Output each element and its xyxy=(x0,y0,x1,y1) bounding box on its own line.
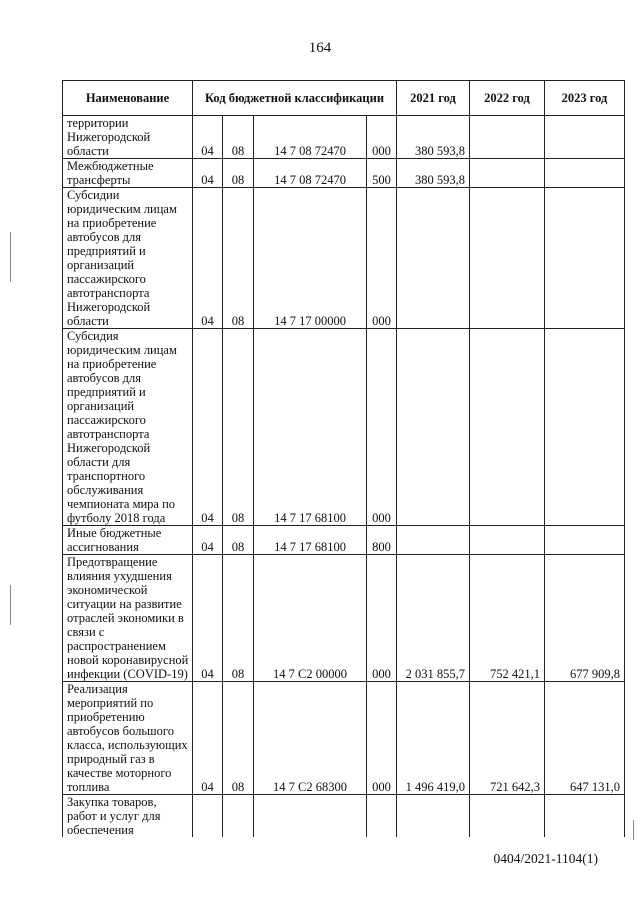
cell-amount-2023 xyxy=(545,795,625,838)
cell-amount-2023 xyxy=(545,526,625,555)
cell-code-subsection: 08 xyxy=(223,159,254,188)
page-number: 164 xyxy=(308,40,332,56)
cell-amount-2023 xyxy=(545,116,625,159)
cell-code-subsection: 08 xyxy=(223,526,254,555)
cell-code-target: 14 7 C2 00000 xyxy=(254,555,367,682)
cell-name: Субсидии юридическим лицам на приобретение автобусов для предприятий и организаций пассажирского автотранспорта Нижегородской области xyxy=(63,188,193,329)
cell-amount-2021 xyxy=(397,526,470,555)
cell-code-subsection: 08 xyxy=(223,329,254,526)
cell-code-expense-type xyxy=(367,795,397,838)
header-code: Код бюджетной классификации xyxy=(193,81,397,116)
table-row xyxy=(63,159,625,188)
table-row xyxy=(63,116,625,159)
cell-code-expense-type: 000 xyxy=(367,682,397,795)
header-name: Наименование xyxy=(63,81,193,116)
cell-amount-2021 xyxy=(397,329,470,526)
cell-name: Предотвращение влияния ухудшения экономической ситуации на развитие отраслей экономики в связи с распространением новой коронавирусной инфекции (COVID-19) xyxy=(63,555,193,682)
cell-name: Иные бюджетные ассигнования xyxy=(63,526,193,555)
cell-code-expense-type: 000 xyxy=(367,329,397,526)
header-2022: 2022 год xyxy=(470,81,545,116)
cell-amount-2022 xyxy=(470,329,545,526)
cell-amount-2023 xyxy=(545,329,625,526)
cell-amount-2022 xyxy=(470,795,545,838)
cell-name: Реализация мероприятий по приобретению автобусов большого класса, использующих природный газ в качестве моторного топлива xyxy=(63,682,193,795)
cell-amount-2021: 2 031 855,7 xyxy=(397,555,470,682)
cell-amount-2021: 1 496 419,0 xyxy=(397,682,470,795)
table-row xyxy=(63,526,625,555)
cell-code-target: 14 7 08 72470 xyxy=(254,159,367,188)
cell-code-target: 14 7 17 68100 xyxy=(254,329,367,526)
cell-amount-2021: 380 593,8 xyxy=(397,159,470,188)
cell-amount-2021 xyxy=(397,188,470,329)
cell-code-target: 14 7 17 68100 xyxy=(254,526,367,555)
cell-amount-2022 xyxy=(470,159,545,188)
cell-code-expense-type: 000 xyxy=(367,116,397,159)
cell-amount-2023 xyxy=(545,188,625,329)
cell-amount-2022 xyxy=(470,188,545,329)
cell-name: территории Нижегородской области xyxy=(63,116,193,159)
scan-mark-left-2 xyxy=(10,585,11,625)
cell-amount-2022 xyxy=(470,116,545,159)
cell-code-target xyxy=(254,795,367,838)
cell-code-expense-type: 000 xyxy=(367,188,397,329)
cell-code-section: 04 xyxy=(193,188,223,329)
cell-code-subsection: 08 xyxy=(223,555,254,682)
cell-amount-2023 xyxy=(545,159,625,188)
budget-table xyxy=(62,80,625,837)
scan-mark-right xyxy=(633,820,634,840)
table-row xyxy=(63,682,625,795)
cell-code-subsection: 08 xyxy=(223,188,254,329)
table-body xyxy=(63,116,625,838)
table-row xyxy=(63,329,625,526)
cell-code-expense-type: 000 xyxy=(367,555,397,682)
cell-amount-2023: 677 909,8 xyxy=(545,555,625,682)
document-footer-code: 0404/2021-1104(1) xyxy=(493,851,598,866)
cell-amount-2022 xyxy=(470,526,545,555)
cell-code-section: 04 xyxy=(193,159,223,188)
cell-name: Межбюджетные трансферты xyxy=(63,159,193,188)
cell-code-section: 04 xyxy=(193,116,223,159)
cell-code-subsection: 08 xyxy=(223,116,254,159)
cell-code-section: 04 xyxy=(193,555,223,682)
table-row xyxy=(63,795,625,838)
header-2023: 2023 год xyxy=(545,81,625,116)
cell-code-target: 14 7 17 00000 xyxy=(254,188,367,329)
cell-name: Субсидия юридическим лицам на приобретение автобусов для предприятий и организаций пассажирского автотранспорта Нижегородской области для транспортного обслуживания чемпионата мира по футболу 2018 года xyxy=(63,329,193,526)
table-row xyxy=(63,188,625,329)
cell-code-expense-type: 500 xyxy=(367,159,397,188)
header-2021: 2021 год xyxy=(397,81,470,116)
cell-code-subsection xyxy=(223,795,254,838)
table-row xyxy=(63,555,625,682)
cell-code-section: 04 xyxy=(193,682,223,795)
cell-code-target: 14 7 C2 68300 xyxy=(254,682,367,795)
cell-amount-2021: 380 593,8 xyxy=(397,116,470,159)
cell-amount-2022: 752 421,1 xyxy=(470,555,545,682)
cell-amount-2022: 721 642,3 xyxy=(470,682,545,795)
cell-code-target: 14 7 08 72470 xyxy=(254,116,367,159)
cell-code-section xyxy=(193,795,223,838)
cell-amount-2021 xyxy=(397,795,470,838)
cell-amount-2023: 647 131,0 xyxy=(545,682,625,795)
scan-mark-left xyxy=(10,232,11,282)
cell-code-expense-type: 800 xyxy=(367,526,397,555)
cell-code-section: 04 xyxy=(193,526,223,555)
table-header-row xyxy=(63,81,625,116)
cell-code-section: 04 xyxy=(193,329,223,526)
cell-code-subsection: 08 xyxy=(223,682,254,795)
cell-name: Закупка товаров, работ и услуг для обеспечения xyxy=(63,795,193,838)
